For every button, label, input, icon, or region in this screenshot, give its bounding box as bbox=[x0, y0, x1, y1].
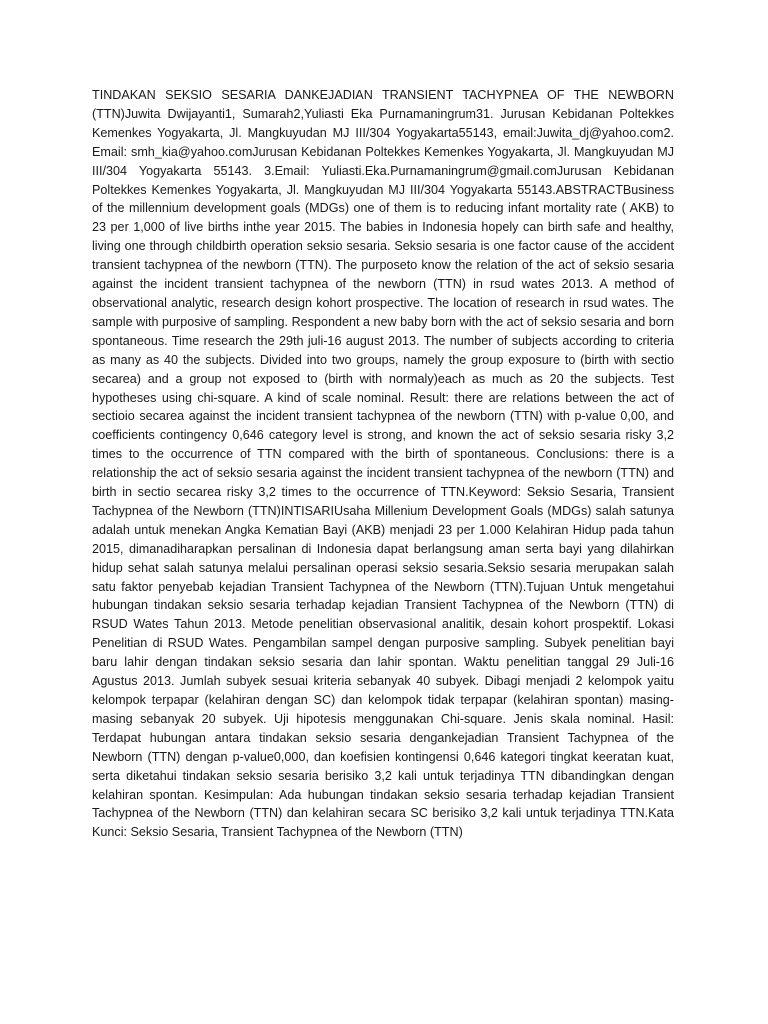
abstract-paragraph: TINDAKAN SEKSIO SESARIA DANKEJADIAN TRANSIENT TACHYPNEA OF THE NEWBORN (TTN)Juwita Dwijayanti1, Sumarah2,Yuliasti Eka Purnamaningrum31. Jurusan Kebidanan Poltekkes Kemenkes Yogyakarta, Jl. Mangkuyudan MJ III/304 Yogyakarta55143, email:Juwita_dj@yahoo.com2. Email: smh_kia@yahoo.comJurusan Kebidanan Poltekkes Kemenkes Yogyakarta, Jl. Mangkuyudan MJ III/304 Yogyakarta 55143. 3.Email: Yuliasti.Eka.Purnamaningrum@gmail.comJurusan Kebidanan Poltekkes Kemenkes Yogyakarta, Jl. Mangkuyudan MJ III/304 Yogyakarta 55143.ABSTRACTBusiness of the millennium development goals (MDGs) one of them is to reducing infant mortality rate ( AKB) to 23 per 1,000 of live births inthe year 2015. The babies in Indonesia hopely can birth safe and healthy, living one through childbirth operation seksio sesaria. Seksio sesaria is one factor cause of the accident transient tachypnea of the newborn (TTN). The purposeto know the relation of the act of seksio sesaria against the incident transient tachypnea of the newborn (TTN) in rsud wates 2013. A method of observational analytic, research design kohort prospective. The location of research in rsud wates. The sample with purposive of sampling. Respondent a new baby born with the act of seksio sesaria and born spontaneous. Time research the 29th juli-16 august 2013. The number of subjects according to criteria as many as 40 the subjects. Divided into two groups, namely the group exposure to (birth with sectio secarea) and a group not exposed to (birth with normaly)each as much as 20 the subjects. Test hypotheses using chi-square. A kind of scale nominal. Result: there are relations between the act of sectioio secarea against the incident transient tachypnea of the newborn (TTN) with p-value 0,00, and coefficients contingency 0,646 category level is strong, and known the act of seksio sesaria risky 3,2 times to the occurrence of TTN compared with the birth of spontaneous. Conclusions: there is a relationship the act of seksio sesaria against the incident transient tachypnea of the newborn (TTN) and birth in sectio secarea risky 3,2 times to the occurrence of TTN.Keyword: Seksio Sesaria, Transient Tachypnea of the Newborn (TTN)INTISARIUsaha Millenium Development Goals (MDGs) salah satunya adalah untuk menekan Angka Kematian Bayi (AKB) menjadi 23 per 1.000 Kelahiran Hidup pada tahun 2015, dimanadiharapkan persalinan di Indonesia dapat berlangsung aman serta bayi yang dilahirkan hidup sehat salah satunya melalui persalinan operasi seksio sesaria.Seksio sesaria merupakan salah satu faktor penyebab kejadian Transient Tachypnea of the Newborn (TTN).Tujuan Untuk mengetahui hubungan tindakan seksio sesaria terhadap kejadian Transient Tachypnea of the Newborn (TTN) di RSUD Wates Tahun 2013. Metode penelitian observasional analitik, desain kohort prospektif. Lokasi Penelitian di RSUD Wates. Pengambilan sampel dengan purposive sampling. Subyek penelitian bayi baru lahir dengan tindakan seksio sesaria dan lahir spontan. Waktu penelitian tanggal 29 Juli-16 Agustus 2013. Jumlah subyek sesuai kriteria sebanyak 40 subyek. Dibagi menjadi 2 kelompok yaitu kelompok terpapar (kelahiran dengan SC) dan kelompok tidak terpapar (kelahiran spontan) masing-masing sebanyak 20 subyek. Uji hipotesis menggunakan Chi-square. Jenis skala nominal. Hasil: Terdapat hubungan antara tindakan seksio sesaria dengankejadian Transient Tachypnea of the Newborn (TTN) dengan p-value0,000, dan koefisien kontingensi 0,646 kategori tingkat keeratan kuat, serta diketahui tindakan seksio sesaria berisiko 3,2 kali untuk terjadinya TTN dibandingkan dengan kelahiran spontan. Kesimpulan: Ada hubungan tindakan seksio sesaria terhadap kejadian Transient Tachypnea of the Newborn (TTN) dan kelahiran secara SC berisiko 3,2 kali untuk terjadinya TTN.Kata Kunci: Seksio Sesaria, Transient Tachypnea of the Newborn (TTN) bbox=[92, 88, 674, 840]
